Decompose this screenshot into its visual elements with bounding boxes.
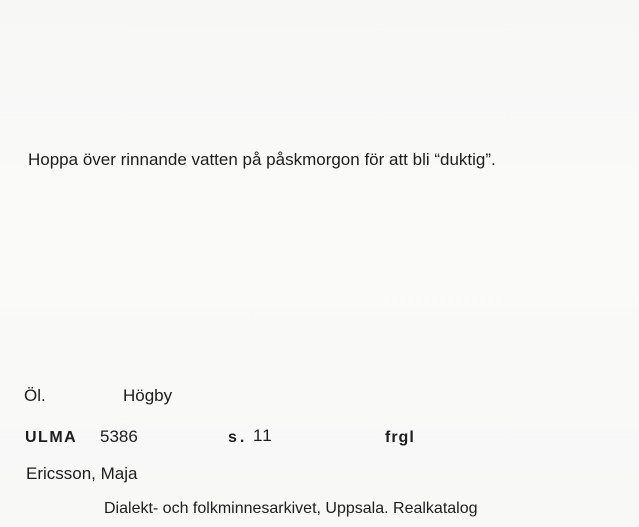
region-label: Öl.: [24, 386, 46, 405]
card-description: Hoppa över rinnande vatten på påskmorgon för att bli “duktig”.: [28, 150, 496, 169]
place-label: Högby: [123, 386, 173, 405]
archive-footer: Dialekt- och folkminnesarkivet, Uppsala. Realkatalog: [104, 500, 478, 517]
archive-code: ULMA: [25, 429, 78, 446]
informant-name: Ericsson, Maja: [26, 464, 138, 483]
page-number: 11: [253, 426, 273, 445]
archive-number: 5386: [100, 427, 138, 446]
category-code: frgl: [385, 429, 415, 446]
page-abbrev: s.: [228, 429, 248, 446]
